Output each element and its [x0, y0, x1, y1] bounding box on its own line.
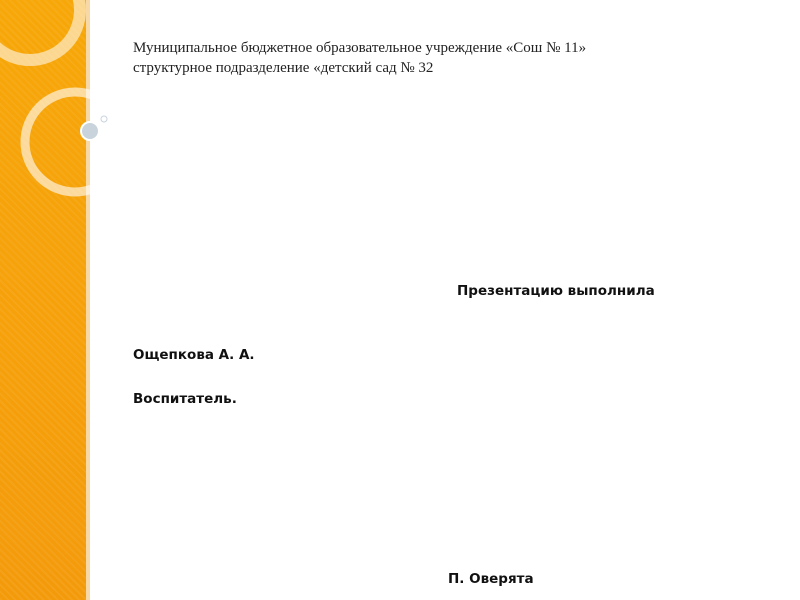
- institution-header: [133, 38, 733, 78]
- small-ring-icon: [25, 92, 120, 192]
- header-line-2: структурное подразделение «детский сад № 32: [133, 60, 434, 76]
- decorative-rings-icon: [0, 0, 120, 220]
- header-line-1: Муниципальное бюджетное образовательное учреждение «Сош № 11»: [133, 40, 587, 56]
- large-ring-icon: [0, 0, 80, 60]
- presenter-label: Презентацию выполнила: [457, 283, 655, 299]
- bubble-icon: [81, 122, 99, 140]
- location-text: П. Оверята: [448, 571, 534, 587]
- author-name: Ощепкова А. А.: [133, 347, 255, 363]
- author-role: Воспитатель.: [133, 391, 237, 407]
- tiny-bubble-icon: [101, 116, 107, 122]
